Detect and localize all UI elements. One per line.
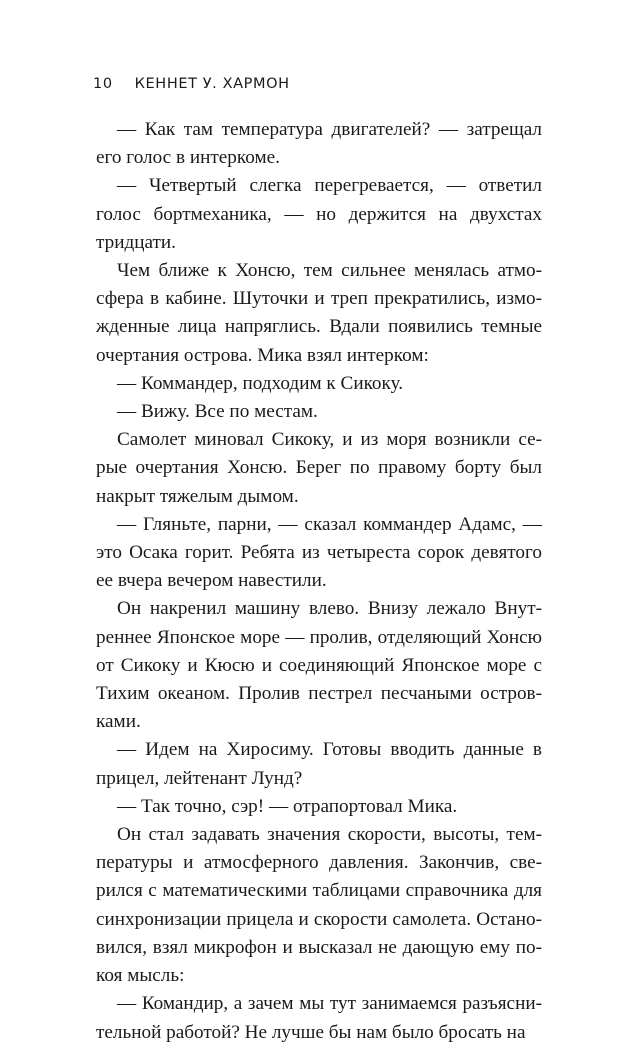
- paragraph: Чем ближе к Хонсю, тем сильнее менялась атмосфера в кабине. Шуточки и треп прекратились, изможденные лица напряглись. Вдали появились темные очертания острова. Мика взял интерком:: [96, 260, 542, 366]
- paragraph: Он стал задавать значения скорости, высоты, температуры и атмосферного давления. Закончив, сверился с математическими таблицами справочника для синхронизации прицела и скорости самолета. Остановился, взял микрофон и высказал не дающую ему покоя мысль:: [96, 824, 542, 987]
- paragraph: — Как там температура двигателей? — затрещал его голос в интеркоме.: [96, 119, 542, 169]
- running-header: [93, 76, 290, 92]
- paragraph: — Гляньте, парни, — сказал коммандер Адамс, — это Осака горит. Ребята из четыреста сорок девятого ее вчера вечером навестили.: [96, 513, 542, 592]
- running-title: КЕННЕТ У. ХАРМОН: [134, 76, 290, 92]
- body-text: [96, 116, 542, 1047]
- paragraph: — Командир, а зачем мы тут занимаемся разъяснительной работой? Не лучше бы нам было бросать на: [96, 993, 542, 1043]
- paragraph: Самолет миновал Сикоку, и из моря возникли серые очертания Хонсю. Берег по правому борту был накрыт тяжелым дымом.: [96, 429, 542, 507]
- paragraph: — Коммандер, подходим к Сикоку.: [117, 372, 404, 394]
- paragraph: — Так точно, сэр! — отрапортовал Мика.: [117, 795, 458, 817]
- paragraph: — Четвертый слегка перегревается, — ответил голос бортмеханика, — но держится на двухстах тридцати.: [96, 175, 542, 253]
- paragraph: — Вижу. Все по местам.: [117, 401, 318, 423]
- paragraph: Он накренил машину влево. Внизу лежало Внутреннее Японское море — пролив, отделяющий Хонсю от Сикоку и Кюсю и соединяющий Японское море с Тихим океаном. Пролив пестрел песчаными островками.: [96, 598, 542, 733]
- page-number: 10: [93, 76, 113, 92]
- paragraph: — Идем на Хиросиму. Готовы вводить данные в прицел, лейтенант Лунд?: [96, 739, 542, 789]
